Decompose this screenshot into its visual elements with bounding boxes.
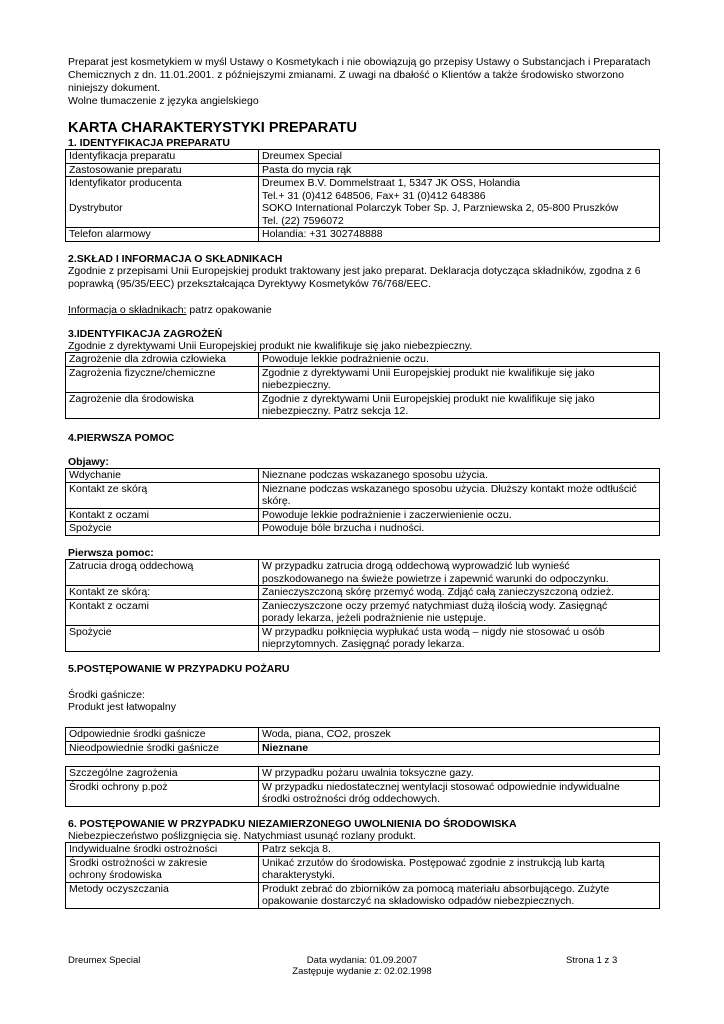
section-5-heading: 5.POSTĘPOWANIE W PRZYPADKU POŻARU — [68, 663, 290, 675]
table-cell-value: Produkt zebrać do zbiorników za pomocą materiału absorbującego. Zużyte opakowanie dostarczyć na składowisko odpadów niebezpiecznych. — [259, 882, 660, 908]
table-cell-value: Holandia: +31 302748888 — [259, 228, 660, 242]
table-cell-value: Patrz sekcja 8. — [259, 843, 660, 857]
table-row — [66, 780, 660, 806]
table-cell-value: Zanieczyszczone oczy przemyć natychmiast dużą ilością wody. Zasięgnąć porady lekarza, jeżeli podrażnienie nie ustępuje. — [259, 599, 660, 625]
ingredients-info-value: patrz opakowanie — [186, 304, 272, 316]
symptoms-table — [65, 468, 660, 536]
section-1-heading: 1. IDENTYFIKACJA PREPARATU — [68, 137, 230, 149]
table-cell-label: Środki ostrożności w zakresie ochrony środowiska — [66, 856, 259, 882]
table-cell-label: Kontakt ze skórą: — [66, 586, 259, 600]
section-2-heading: 2.SKŁAD I INFORMACJA O SKŁADNIKACH — [68, 253, 283, 265]
table-row — [66, 150, 660, 164]
table-row — [66, 560, 660, 586]
table-row — [66, 177, 660, 228]
table-cell-value: Nieznane podczas wskazanego sposobu użycia. Dłuższy kontakt może odtłuścić skórę. — [259, 482, 660, 508]
ingredients-info — [68, 304, 272, 316]
ingredients-info-label: Informacja o składnikach: — [68, 304, 187, 316]
table-cell-label: Kontakt ze skórą — [66, 482, 259, 508]
table-cell-value: Powoduje lekkie podrażnienie i zaczerwienienie oczu. — [259, 508, 660, 522]
release-table — [65, 842, 660, 909]
table-cell-value: W przypadku połknięcia wypłukać usta wodą – nigdy nie stosować u osób nieprzytomnych. Zasięgnąć porady lekarza. — [259, 625, 660, 651]
table-cell-label: Zagrożenia fizyczne/chemiczne — [66, 366, 259, 392]
table-cell-value: Dreumex B.V. Dommelstraat 1, 5347 JK OSS, Holandia Tel.+ 31 (0)412 648506, Fax+ 31 (0)412 648386 SOKO International Polarczyk Tober Sp. J, Parzniewska 2, 05-800 Pruszków Tel. (22) 7596072 — [259, 177, 660, 228]
table-cell-label: Metody oczyszczania — [66, 882, 259, 908]
table-cell-value: Zgodnie z dyrektywami Unii Europejskiej produkt nie kwalifikuje się jako niebezpieczny. — [259, 366, 660, 392]
table-row — [66, 508, 660, 522]
table-row — [66, 366, 660, 392]
table-cell-value: Nieznane — [259, 741, 660, 755]
section-2-line-1: Zgodnie z przepisami Unii Europejskiej produkt traktowany jest jako preparat. Deklaracja dotycząca składników, zgodna z 6 — [68, 265, 641, 277]
table-cell-value: W przypadku zatrucia drogą oddechową wyprowadzić lub wynieść poszkodowanego na świeże powietrze i zapewnić warunki do odpoczynku. — [259, 560, 660, 586]
hazards-table — [65, 352, 660, 419]
section-3-note: Zgodnie z dyrektywami Unii Europejskiej produkt nie kwalifikuje się jako niebezpieczny. — [68, 340, 473, 352]
table-row — [66, 741, 660, 755]
table-row — [66, 522, 660, 536]
table-cell-label: Zastosowanie preparatu — [66, 163, 259, 177]
section-6-heading: 6. POSTĘPOWANIE W PRZYPADKU NIEZAMIERZONEGO UWOLNIENIA DO ŚRODOWISKA — [68, 818, 517, 830]
table-row — [66, 625, 660, 651]
section-6-note: Niebezpieczeństwo poślizgnięcia się. Natychmiast usunąć rozlany produkt. — [68, 830, 416, 842]
table-cell-label: Odpowiednie środki gaśnicze — [66, 728, 259, 742]
table-cell-value: Nieznane podczas wskazanego sposobu użycia. — [259, 469, 660, 483]
first-aid-table — [65, 559, 660, 652]
table-cell-label: Wdychanie — [66, 469, 259, 483]
table-cell-value: W przypadku pożaru uwalnia toksyczne gazy. — [259, 767, 660, 781]
table-cell-value: Powoduje bóle brzucha i nudności. — [259, 522, 660, 536]
table-row — [66, 843, 660, 857]
table-cell-label: Szczególne zagrożenia — [66, 767, 259, 781]
table-row — [66, 882, 660, 908]
table-cell-value: Dreumex Special — [259, 150, 660, 164]
table-cell-value: Zgodnie z dyrektywami Unii Europejskiej produkt nie kwalifikuje się jako niebezpieczny. Patrz sekcja 12. — [259, 392, 660, 418]
intro-line-3: niniejszy dokument. — [68, 82, 161, 94]
footer-replaces: Zastępuje wydanie z: 02.02.1998 — [292, 966, 432, 977]
table-row — [66, 163, 660, 177]
first-aid-heading: Pierwsza pomoc: — [68, 547, 154, 559]
symptoms-heading: Objawy: — [68, 456, 109, 468]
table-row — [66, 586, 660, 600]
footer-issue-date: Data wydania: 01.09.2007 — [306, 955, 418, 966]
table-row — [66, 392, 660, 418]
extinguishing-table — [65, 727, 660, 755]
table-cell-label: Indywidualne środki ostrożności — [66, 843, 259, 857]
intro-line-4: Wolne tłumaczenie z języka angielskiego — [68, 95, 259, 107]
table-row — [66, 599, 660, 625]
table-cell-label: Zatrucia drogą oddechową — [66, 560, 259, 586]
table-cell-value: Pasta do mycia rąk — [259, 163, 660, 177]
table-cell-value: Powoduje lekkie podrażnienie oczu. — [259, 353, 660, 367]
document-title: KARTA CHARAKTERYSTYKI PREPARATU — [68, 120, 357, 136]
table-cell-label: Środki ochrony p.poż — [66, 780, 259, 806]
section-3-heading: 3.IDENTYFIKACJA ZAGROŻEŃ — [68, 328, 223, 340]
section-2-line-2: poprawką (95/35/EEC) przekształcająca Dyrektywy Kosmetyków 76/768/EEC. — [68, 278, 431, 290]
table-row — [66, 469, 660, 483]
table-cell-label: Telefon alarmowy — [66, 228, 259, 242]
table-cell-value: Zanieczyszczoną skórę przemyć wodą. Zdjąć całą zanieczyszczoną odzież. — [259, 586, 660, 600]
table-cell-label: Spożycie — [66, 625, 259, 651]
fire-hazards-table — [65, 766, 660, 807]
table-cell-value: W przypadku niedostatecznej wentylacji stosować odpowiednie indywidualne środki ostrożności dróg oddechowych. — [259, 780, 660, 806]
table-cell-value: Unikać zrzutów do środowiska. Postępować zgodnie z instrukcją lub kartą charakterystyki. — [259, 856, 660, 882]
table-row — [66, 482, 660, 508]
table-row — [66, 856, 660, 882]
identification-table — [65, 149, 660, 242]
intro-line-1: Preparat jest kosmetykiem w myśl Ustawy o Kosmetykach i nie obowiązują go przepisy Ustawy o Substancjach i Preparatach — [68, 56, 651, 68]
section-5-line-1: Środki gaśnicze: — [68, 689, 146, 701]
table-row — [66, 728, 660, 742]
table-cell-label: Zagrożenie dla środowiska — [66, 392, 259, 418]
table-row — [66, 353, 660, 367]
table-cell-label: Nieodpowiednie środki gaśnicze — [66, 741, 259, 755]
table-cell-label: Spożycie — [66, 522, 259, 536]
section-5-line-2: Produkt jest łatwopalny — [68, 701, 176, 713]
table-row — [66, 228, 660, 242]
footer-page-number: Strona 1 z 3 — [566, 955, 618, 966]
table-cell-label: Kontakt z oczami — [66, 508, 259, 522]
table-cell-label: Identyfikator producenta Dystrybutor — [66, 177, 259, 228]
table-cell-label: Kontakt z oczami — [66, 599, 259, 625]
section-4-heading: 4.PIERWSZA POMOC — [68, 432, 175, 444]
table-cell-value: Woda, piana, CO2, proszek — [259, 728, 660, 742]
table-cell-label: Identyfikacja preparatu — [66, 150, 259, 164]
footer-product: Dreumex Special — [68, 955, 141, 966]
intro-line-2: Chemicznych z dn. 11.01.2001. z późniejszymi zmianami. Z uwagi na dbałość o Klientów a także środowisko stworzono — [68, 69, 624, 81]
table-cell-label: Zagrożenie dla zdrowia człowieka — [66, 353, 259, 367]
table-row — [66, 767, 660, 781]
